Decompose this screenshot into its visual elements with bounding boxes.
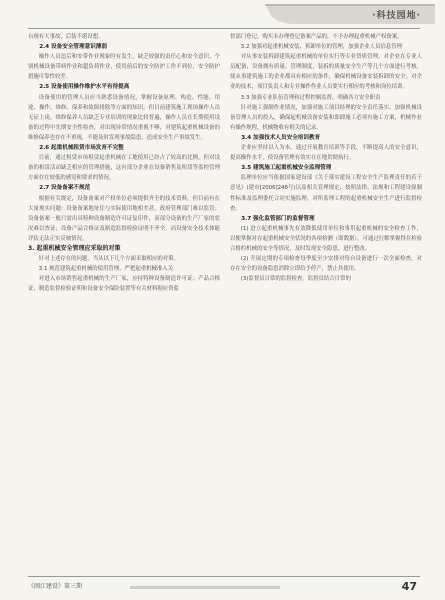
section-heading: 2.7 设备备案不规范 [39,185,91,192]
body-paragraph: 3.3 加强专业队伍管理和过程控制监督，明确各方安全职责 [240,94,381,101]
section-heading: 3.7 强化监管部门的监督管理 [241,215,315,222]
body-paragraph: 督部门登记。购买未办理登记备案产品的，不予办理起重机械产权备案。 [230,34,403,40]
section-heading: 2.6 起重机械租赁市场发育不完整 [39,145,124,152]
body-paragraph: 设备使用的管理人员应当熟悉设备情况，掌握设备原理、构造、性能、用途、操作、维修、保养和故障排除等方面的知识。但目前建筑施工现场操作人员无证上岗，维修保养人员缺乏专业培训的现象比较普遍，操作人员在长期使用设备的过程中先期安全性检查，对出现异常情况重视不够，对建筑起重机械设备的维修保养也存在不重视，不能及时发现事故隐患，造成安全生产事故发生。 [28,94,220,141]
footer-bar [130,586,280,589]
section-heading: 3. 起重机械安全管理应采取的对策 [28,244,121,252]
right-column [230,32,422,284]
header-rule [28,28,420,29]
body-paragraph: 根据有关规定，设备备案对产权单位必须提供齐全的技术资料，但目前有在大量现实问题：设备备案地址往与实际使用地相差甚，政府管理部门难以监管；设备备案一般只需出具特种设备制造许可证复印件，而部分设备的生产厂家的状况难以查证；设备产品合格证及制造监督检验证明不齐全，而设备安全技术体能评估无法正实反映情况。 [28,195,220,242]
body-paragraph: (1) 进立起重机械事先有效降低使用单位和事用起重机械的安全检查工作，以便掌握对存起重机械安全状况的各项检测（即数据），可通过行解掌握得在检验合格的机械的安全等情况，及时发现安全隐患，进行整改。 [230,225,422,252]
page-number: 47 [401,580,417,593]
body-paragraph: (3)监督员日常的监督检查。监督员结合日常的 [240,276,351,283]
body-paragraph: 3.1 规范建筑起重机械的使用管理，严把起重机械准入关 [38,266,174,273]
body-paragraph: 3.2 加强对起重机械安装、拆卸单位的管理，加强企业人员信息管理 [240,44,403,51]
section-heading: 3.4 加强技术人员安全培训教育 [241,134,321,141]
body-paragraph: 操作人员违后和安带作业现象时有发生，缺乏较强的责任心和安全意识。个别机械设备带病作业和超负荷作业，使用前后的安全防护工作不到位，安全防护措施可靠性较差。 [28,54,220,81]
section-heading: 3.5 建筑施工起重机械安全监理管理 [241,165,332,172]
section-banner [265,4,435,26]
body-paragraph: 对进入市场销售起重机械的生产厂家，应持特种设备制造许可证；产品合格证，制造监督检验证明和设备安全保险装置等有关材料据应资监 [28,276,220,293]
section-tag: ·科技园地· [372,11,421,21]
body-paragraph: 目前，通过租赁市场租赁起重机械在工地使用已经占了较高的比例，但对设备的租赁活动缺乏相应的管理措施，这有部分企业在设备销售及租赁等监控管理方面存在较低的感觉和要求的情况。 [28,155,220,182]
section-heading: 2.5 设备使用操作维护水平有待提高 [39,84,130,91]
journal-name: 《闽江建设》第三期 [28,583,83,590]
body-paragraph: 企业应坚持以人为本，通过开展教育培训等手段，不断提高人的安全意识，提高操作水平，使设备管理有效实在在地贯彻执行。 [230,145,422,162]
body-paragraph: 台现有大事故，后装不堪设想。 [28,34,104,40]
left-column [28,32,220,294]
body-paragraph: 针对施工强制作业情况，加强对施工项目经理的安全责任落实。加强机械设备管理人员的投入，确保起机械设备安装和即卸施工必须有施工方案，机械作业有操作规程，机械物收有相关的记录。 [230,104,422,131]
footer-rule [28,576,420,577]
body-paragraph: (2) 升展定期的专项检查每季度至少安排对每台设备进行一次全面检查，对存在安全的设备隐患消除立即给予停产，禁止其使用。 [230,256,422,273]
body-paragraph: 对从事安装拆卸建筑起重机械的单位实行等专业资质管理，对企业在专业人员配备，设备拥有质量、管理制度，装拆的质量安全生产等几个方面进行考核，使从事建筑施工的企业都具有相应的条件，确保机械设备安装拆卸的安全。对企业的技术，项目负责人和专业操作作业人员要实行相应的考核和岗位培训。 [230,54,422,91]
body-paragraph: 监理单位应当依据国家建设部《关于落实建设工程安全生产监理责任的若干意见》(建市[2006]248号)以及相关管理规定，按照法律、法规和工程建设强制性标准及监理委托合同实施监理，对所监理工程的起重机械安全生产进行监督检查。 [230,175,422,212]
section-heading: 2.4 设备安全管理意识薄弱 [39,44,107,51]
body-paragraph: 针对上述存在的问题，当从以下几个方面采取相应的对策。 [38,256,179,263]
